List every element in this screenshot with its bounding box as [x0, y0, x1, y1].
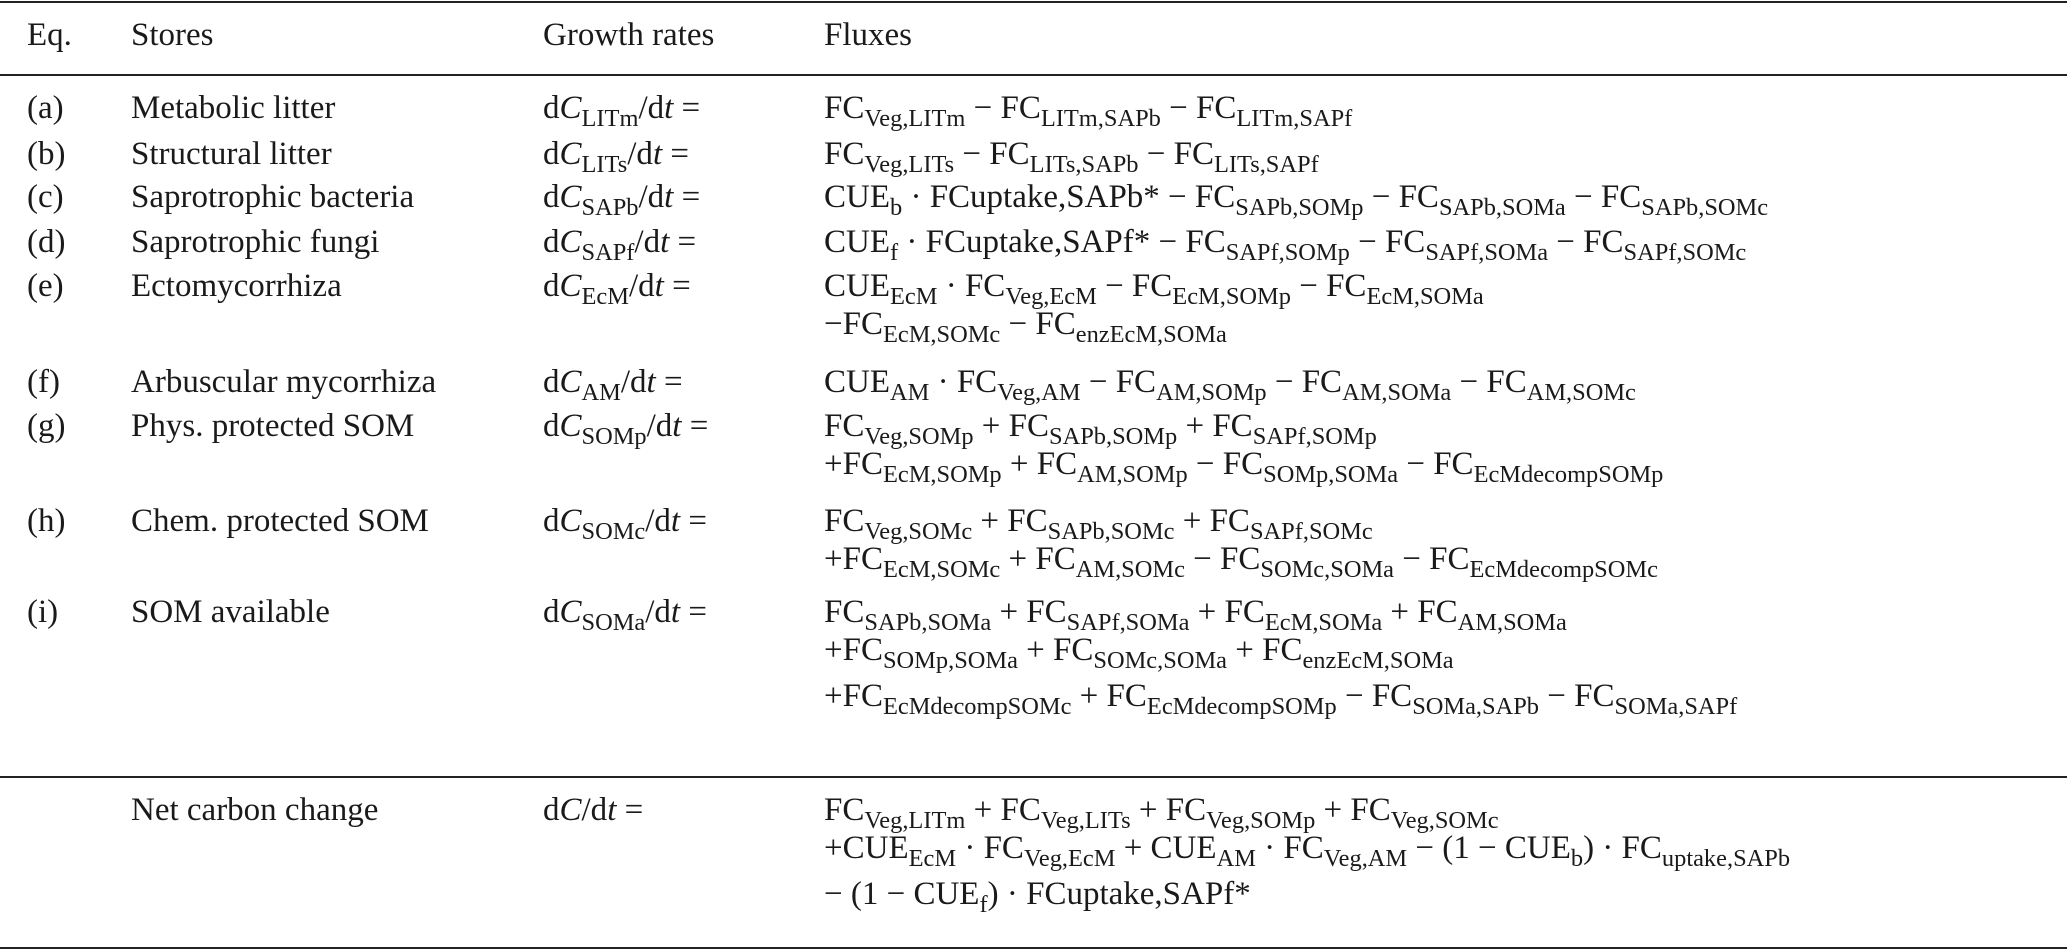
table-row-flux-line: $FC_{SAPb,SOMa} + FC_{SAPf,SOMa} + FC_{EcM,SOMa} + FC_{AM,SOMa}$ — [824, 594, 1567, 636]
header-stores: Stores — [131, 17, 214, 53]
table-row-store: Chem. protected SOM — [131, 503, 429, 539]
table-row-growth-rate: $dC_{EcM}/dt$ = — [543, 268, 691, 310]
table-row-growth-rate: $dC_{SOMp}/dt$ = — [543, 408, 709, 450]
table-row-flux-line: $FC_{Veg,SOMc} + FC_{SAPb,SOMc} + FC_{SAPf,SOMc}$ — [824, 503, 1373, 545]
table-bottom-rule — [0, 947, 2067, 949]
table-row-growth-rate: $dC_{SOMc}/dt$ = — [543, 503, 707, 545]
table-row-growth-rate: $dC_{AM}/dt$ = — [543, 364, 683, 406]
table-row-flux-line: $FC_{Veg,SOMp} + FC_{SAPb,SOMp} + FC_{SAPf,SOMp}$ — [824, 408, 1377, 450]
table-row-flux-line: $CUE_f$ · FCuptake,SAPf* − $FC_{SAPf,SOMp} - FC_{SAPf,SOMa} - FC_{SAPf,SOMc}$ — [824, 224, 1747, 266]
table-row-eq-label: (i) — [27, 594, 59, 630]
table-row-fluxes — [824, 178, 1769, 221]
table-row-eq-label: (a) — [27, 90, 64, 126]
table-row-fluxes — [824, 363, 1636, 406]
table-row-eq-label: (f) — [27, 364, 60, 400]
net-row-flux-line: $FC_{Veg,LITm} + FC_{Veg,LITs} + FC_{Veg,SOMp} + FC_{Veg,SOMc}$ — [824, 792, 1499, 834]
table-row-store: Saprotrophic fungi — [131, 224, 380, 260]
table-row-fluxes — [824, 135, 1319, 178]
table-row-growth-rate: $dC_{LITm}/dt$ = — [543, 90, 701, 132]
table-row-eq-label: (e) — [27, 268, 64, 304]
table-row-store: Ectomycorrhiza — [131, 268, 342, 304]
table-row-fluxes — [824, 593, 1737, 723]
net-row-growth-rate: dC/dt = — [543, 792, 644, 828]
table-top-rule — [0, 1, 2067, 3]
table-row-eq-label: (c) — [27, 179, 64, 215]
table-row-growth-rate: $dC_{SAPb}/dt$ = — [543, 179, 701, 221]
table-row-eq-label: (d) — [27, 224, 66, 260]
table-row-store: Phys. protected SOM — [131, 408, 415, 444]
table-row-fluxes — [824, 223, 1747, 266]
table-header-rule — [0, 74, 2067, 76]
header-growth-rates: Growth rates — [543, 17, 715, 53]
table-row-store: Structural litter — [131, 136, 332, 172]
table-row-eq-label: (g) — [27, 408, 66, 444]
net-row-flux-line: $+CUE_{EcM} \cdot FC_{Veg,EcM} + CUE_{AM} \cdot FC_{Veg,AM} - (1 - CUE_b) \cdot FC_{uptake,SAPb}$ — [824, 830, 1791, 872]
table-section-rule — [0, 776, 2067, 778]
net-row-fluxes — [824, 791, 1790, 921]
table-row-flux-line: $FC_{Veg,LITm} - FC_{LITm,SAPb} - FC_{LITm,SAPf}$ — [824, 90, 1353, 132]
table-row-fluxes — [824, 267, 1484, 351]
table-row-growth-rate: $dC_{SOMa}/dt$ = — [543, 594, 707, 636]
table-row-flux-line: $+FC_{EcM,SOMc} + FC_{AM,SOMc} - FC_{SOMc,SOMa} - FC_{EcMdecompSOMc}$ — [824, 541, 1658, 583]
table-row-flux-line: $+FC_{EcMdecompSOMc} + FC_{EcMdecompSOMp} - FC_{SOMa,SAPb} - FC_{SOMa,SAPf}$ — [824, 678, 1738, 720]
table-row-flux-line: $+FC_{EcM,SOMp} + FC_{AM,SOMp} - FC_{SOMp,SOMa} - FC_{EcMdecompSOMp}$ — [824, 446, 1664, 488]
header-fluxes: Fluxes — [824, 17, 913, 53]
net-row-flux-line: − $(1 - CUE_f)$ · FCuptake,SAPf* — [824, 876, 1251, 918]
table-row-fluxes — [824, 407, 1663, 491]
header-eq: Eq. — [27, 17, 72, 53]
table-row-flux-line: $+FC_{SOMp,SOMa} + FC_{SOMc,SOMa} + FC_{enzEcM,SOMa}$ — [824, 632, 1454, 674]
table-row-fluxes — [824, 89, 1353, 132]
table-row-flux-line: $-FC_{EcM,SOMc} - FC_{enzEcM,SOMa}$ — [824, 306, 1227, 348]
net-row-store: Net carbon change — [131, 792, 379, 828]
table-row-flux-line: $CUE_{AM} \cdot FC_{Veg,AM} - FC_{AM,SOMp} - FC_{AM,SOMa} - FC_{AM,SOMc}$ — [824, 364, 1636, 406]
table-row-growth-rate: $dC_{SAPf}/dt$ = — [543, 224, 697, 266]
table-row-flux-line: $CUE_{EcM} \cdot FC_{Veg,EcM} - FC_{EcM,SOMp} - FC_{EcM,SOMa}$ — [824, 268, 1484, 310]
table-row-eq-label: (h) — [27, 503, 66, 539]
table-row-growth-rate: $dC_{LITs}/dt$ = — [543, 136, 689, 178]
table-row-eq-label: (b) — [27, 136, 66, 172]
table-row-store: Metabolic litter — [131, 90, 336, 126]
table-row-store: Arbuscular mycorrhiza — [131, 364, 437, 400]
table-row-store: SOM available — [131, 594, 330, 630]
table-row-fluxes — [824, 502, 1658, 586]
table-row-store: Saprotrophic bacteria — [131, 179, 415, 215]
table-row-flux-line: $FC_{Veg,LITs} - FC_{LITs,SAPb} - FC_{LITs,SAPf}$ — [824, 136, 1319, 178]
table-row-flux-line: $CUE_b$ · FCuptake,SAPb* − $FC_{SAPb,SOMp} - FC_{SAPb,SOMa} - FC_{SAPb,SOMc}$ — [824, 179, 1769, 221]
